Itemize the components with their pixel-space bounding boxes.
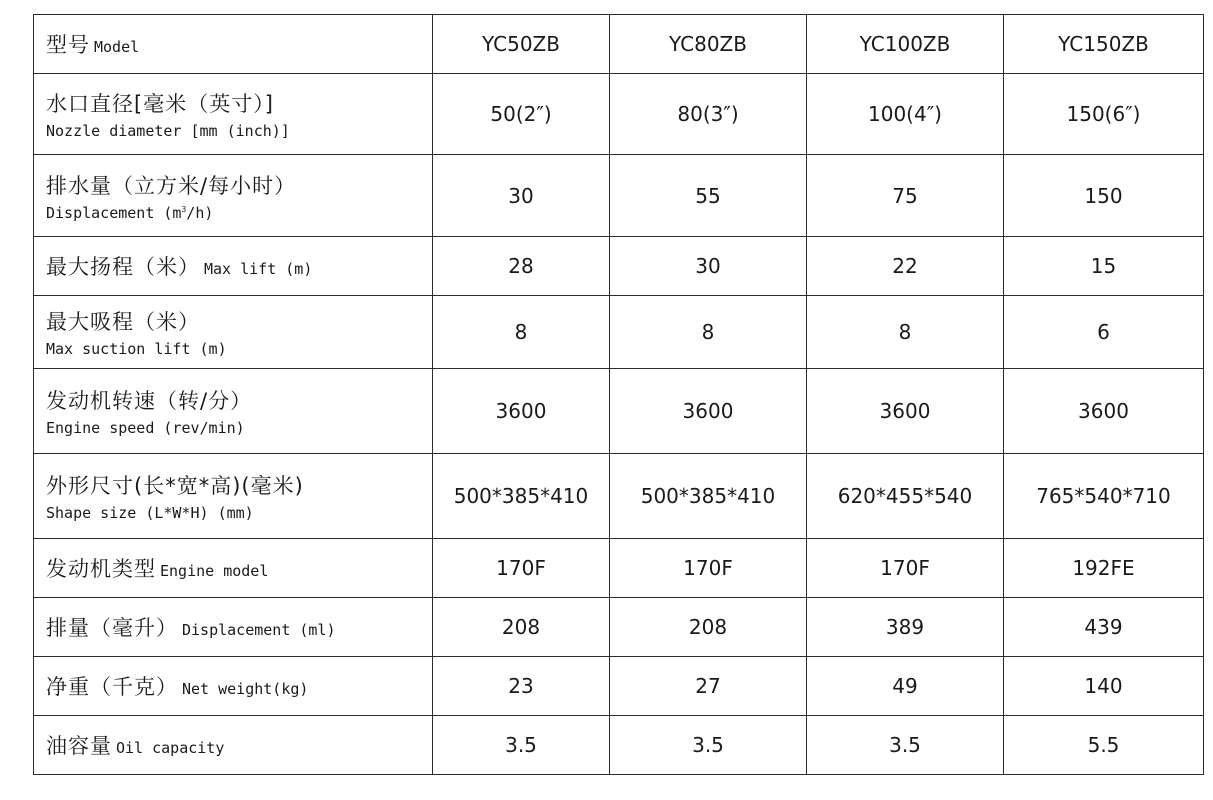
table-row [34,539,1204,598]
row-label-cell [34,74,433,155]
table-cell: 55 [610,155,807,237]
table-cell: 30 [433,155,610,237]
table-cell: 208 [610,598,807,657]
table-cell: 49 [807,657,1004,716]
row-label-en-part: /h) [186,203,214,222]
row-label-zh: 排量（毫升） [46,616,178,640]
table-row [34,369,1204,454]
table-cell: 50(2″) [433,74,610,155]
table-cell: 3600 [807,369,1004,454]
table-cell: 500*385*410 [433,454,610,539]
table-cell: 170F [610,539,807,598]
table-cell: 192FE [1004,539,1204,598]
table-cell: 3.5 [610,716,807,775]
row-label-en: Net weight(kg) [182,680,309,698]
row-label-zh: 发动机类型 [46,557,156,581]
table-cell: 439 [1004,598,1204,657]
table-cell: 8 [807,296,1004,369]
table-cell: 3600 [1004,369,1204,454]
row-label-cell [34,539,433,598]
row-label-cell [34,716,433,775]
row-label-en: Engine speed (rev/min) [46,419,245,437]
row-label-zh: 外形尺寸(长*宽*高)(毫米) [46,474,304,498]
table-row [34,454,1204,539]
table-cell: 620*455*540 [807,454,1004,539]
table-row [34,155,1204,237]
table-header-row [34,15,1204,74]
table-cell: 3.5 [433,716,610,775]
table-cell: 140 [1004,657,1204,716]
table-cell: 150 [1004,155,1204,237]
row-label-cell [34,369,433,454]
row-label-en: Max lift (m) [204,260,313,278]
row-label-zh: 最大吸程（米） [46,310,200,334]
table-row [34,716,1204,775]
header-label-en: Model [94,38,140,56]
row-label-zh: 净重（千克） [46,675,178,699]
row-label-en: Nozzle diameter [mm (inch)] [46,122,290,140]
row-label-en [46,204,432,222]
table-cell: 500*385*410 [610,454,807,539]
row-label-cell [34,454,433,539]
row-label-cell [34,237,433,296]
row-label-cell [34,657,433,716]
table-cell: 8 [610,296,807,369]
row-label-cell [34,296,433,369]
table-row [34,657,1204,716]
row-label-zh: 最大扬程（米） [46,255,200,279]
table-cell: 75 [807,155,1004,237]
table-row [34,237,1204,296]
table-cell: 6 [1004,296,1204,369]
row-label-zh: 水口直径[毫米（英寸）] [46,92,274,116]
table-cell: 170F [433,539,610,598]
row-label-en: Oil capacity [116,739,225,757]
row-label-zh: 排水量（立方米/每小时） [46,173,297,198]
table-cell: 3600 [610,369,807,454]
row-label-zh: 发动机转速（转/分） [46,389,253,413]
row-label-cell [34,155,433,237]
table-cell: 765*540*710 [1004,454,1204,539]
superscript: 3 [181,204,187,214]
table-cell: 150(6″) [1004,74,1204,155]
table-cell: 30 [610,237,807,296]
table-cell: 27 [610,657,807,716]
row-label-en: Displacement (ml) [182,621,336,639]
row-label-en: Max suction lift (m) [46,340,227,358]
table-cell: 3600 [433,369,610,454]
model-header-cell: YC80ZB [610,15,807,74]
row-label-en-part: Displacement (m [46,203,182,222]
table-row [34,598,1204,657]
table-row [34,296,1204,369]
table-cell: 23 [433,657,610,716]
model-header-cell: YC50ZB [433,15,610,74]
table-cell: 170F [807,539,1004,598]
row-label-cell [34,598,433,657]
table-row [34,74,1204,155]
table-cell: 80(3″) [610,74,807,155]
table-cell: 8 [433,296,610,369]
table-cell: 3.5 [807,716,1004,775]
table-cell: 28 [433,237,610,296]
table-cell: 389 [807,598,1004,657]
header-label-cell [34,15,433,74]
row-label-zh: 油容量 [46,734,112,758]
table-cell: 15 [1004,237,1204,296]
model-header-cell: YC100ZB [807,15,1004,74]
spec-table [33,14,1204,775]
row-label-en: Engine model [160,562,269,580]
model-header-cell: YC150ZB [1004,15,1204,74]
table-cell: 208 [433,598,610,657]
table-cell: 22 [807,237,1004,296]
row-label-en: Shape size (L*W*H) (mm) [46,504,254,522]
table-cell: 100(4″) [807,74,1004,155]
header-label-zh: 型号 [46,33,90,57]
table-cell: 5.5 [1004,716,1204,775]
